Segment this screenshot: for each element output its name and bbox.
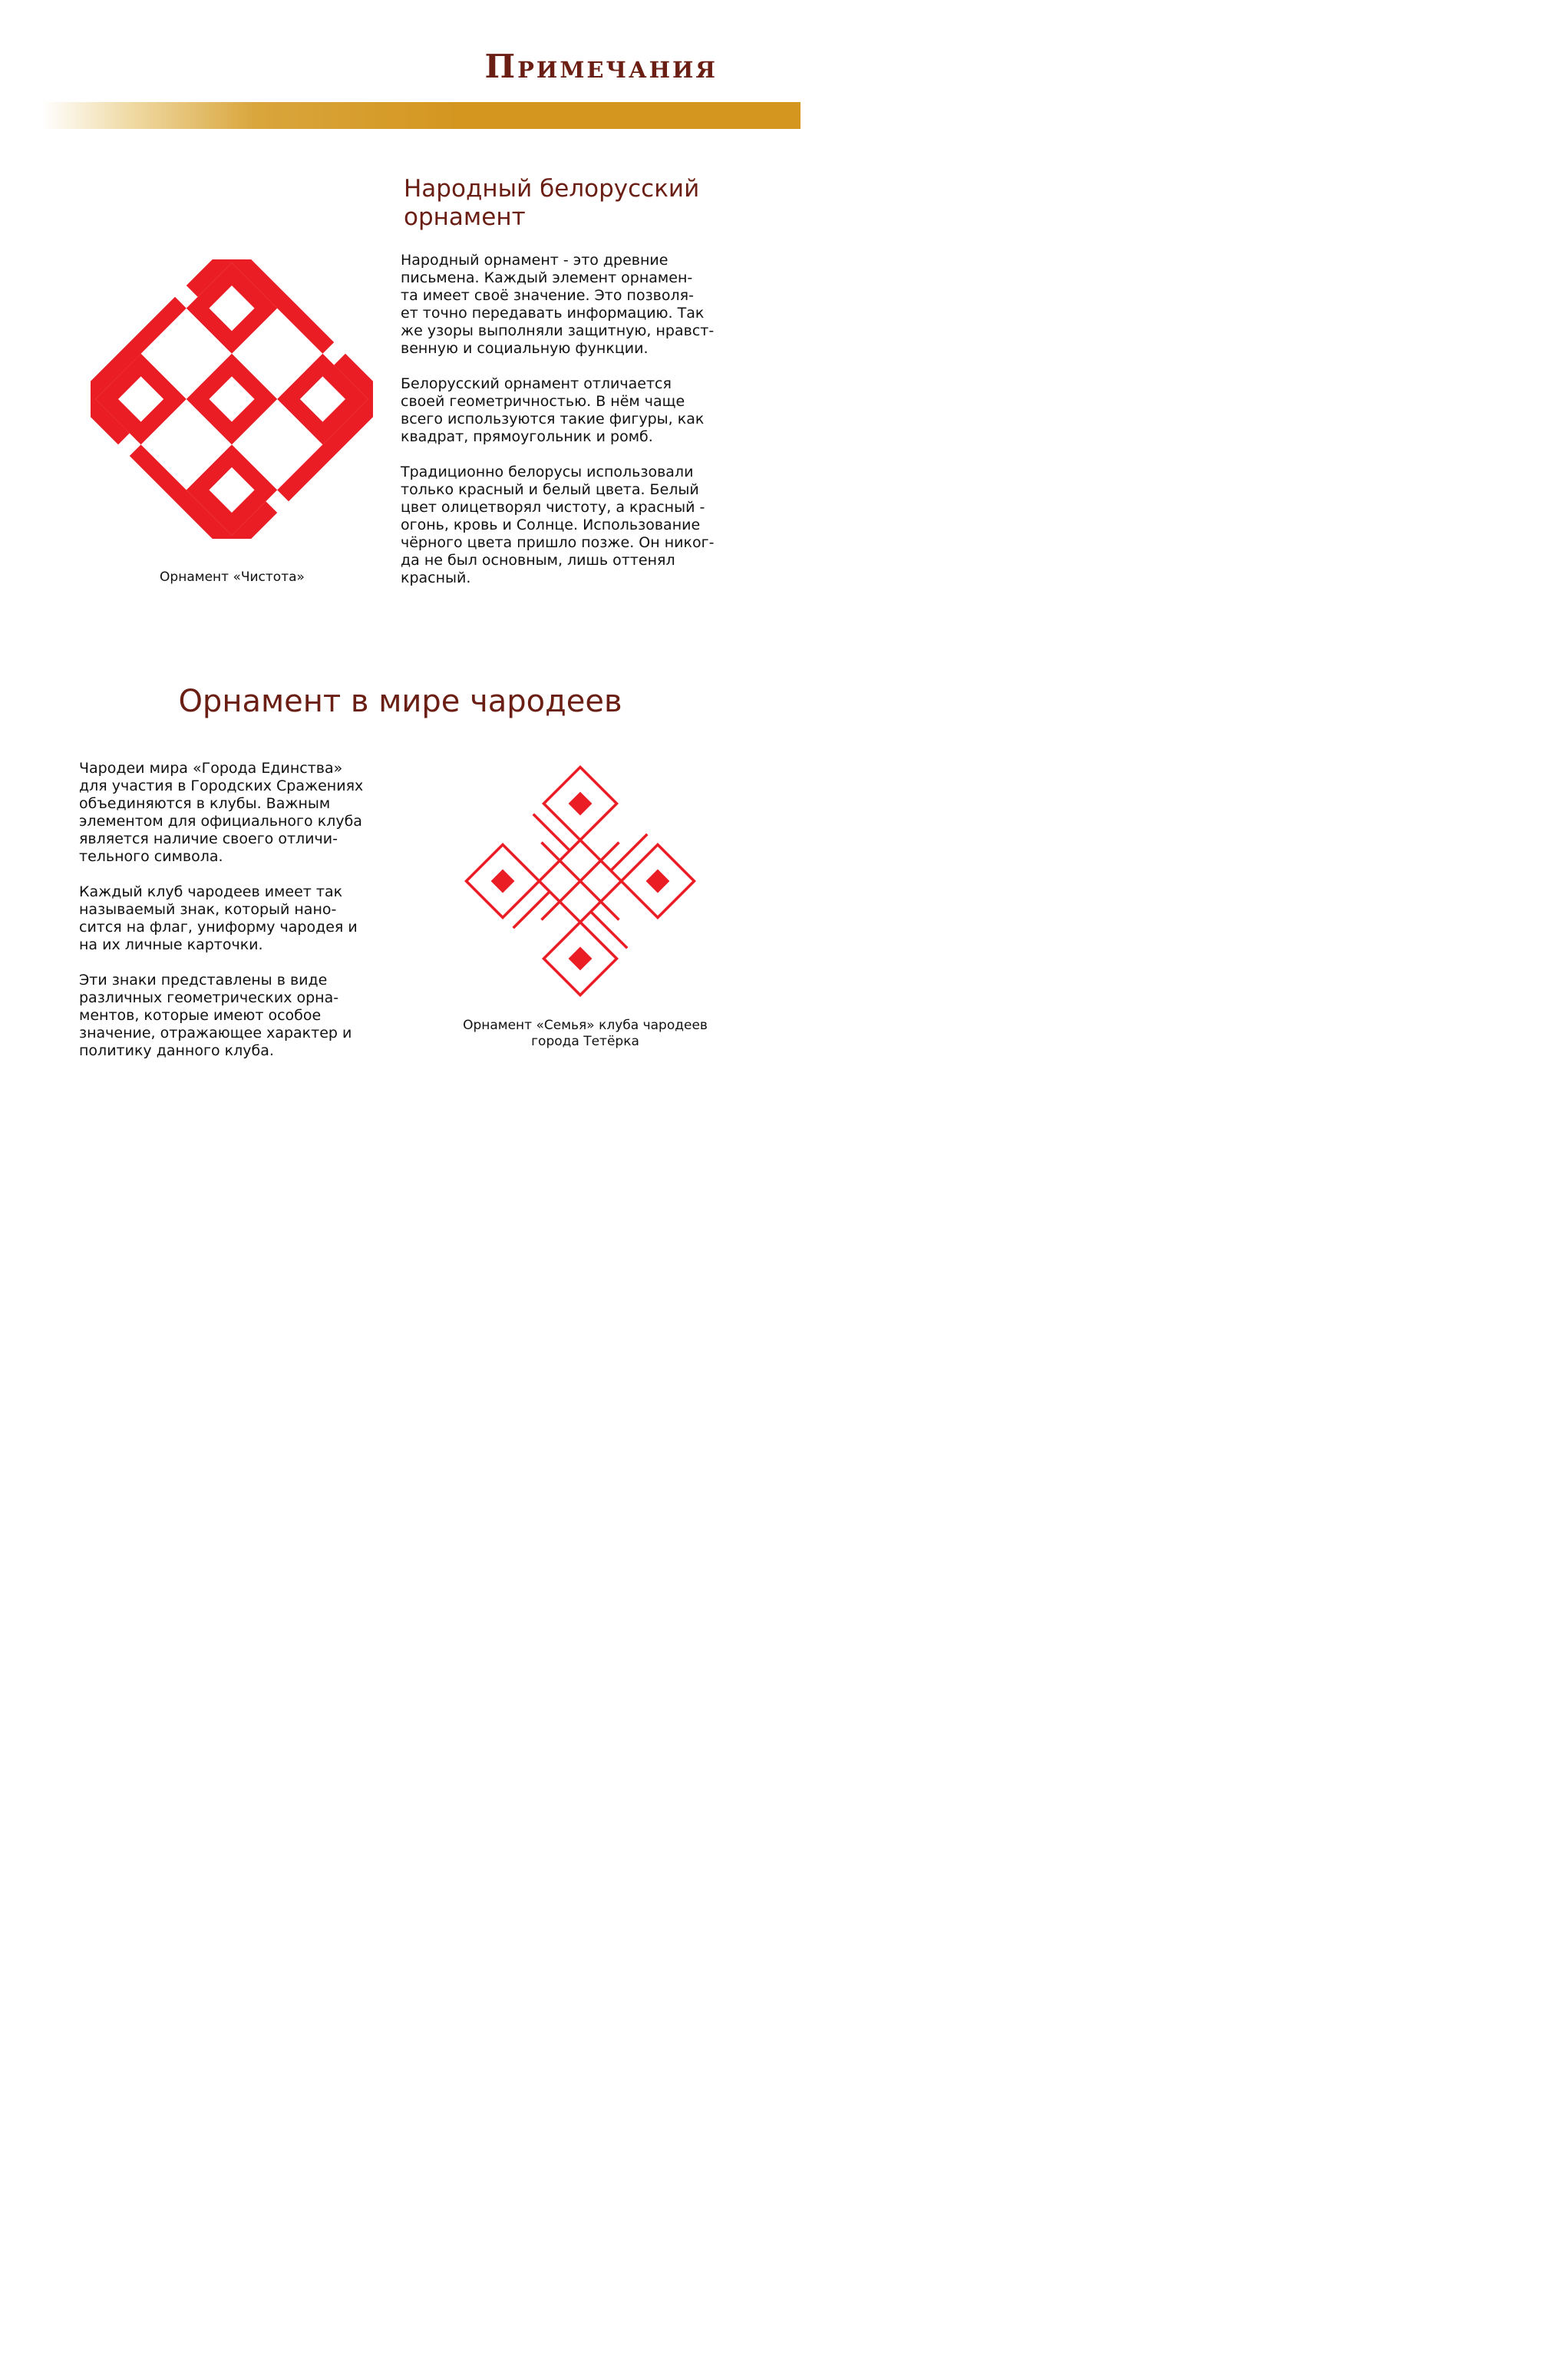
- paragraph: [79, 972, 401, 1060]
- paragraph: [401, 375, 723, 446]
- paragraph: [401, 252, 723, 358]
- text-line: элементом для официального клуба: [79, 813, 362, 830]
- text-line: значение, отражающее характер и: [79, 1025, 352, 1042]
- text-line: же узоры выполняли защитную, нравст-: [401, 322, 715, 339]
- ornament-grid-line: [513, 892, 550, 929]
- text-line: красный.: [401, 569, 471, 586]
- text-line: политику данного клуба.: [79, 1042, 274, 1059]
- text-line: тельного символа.: [79, 848, 223, 865]
- text-line: различных геометрических орна-: [79, 989, 339, 1006]
- text-line: Народный орнамент - это древние: [401, 252, 668, 269]
- ornament-grid-line: [591, 912, 628, 949]
- text-line: только красный и белый цвета. Белый: [401, 481, 699, 498]
- ornament-grid-line: [611, 834, 648, 871]
- text-line: цвет олицетворял чистоту, а красный -: [401, 499, 705, 516]
- ornament-filled-square: [569, 792, 593, 816]
- text-line: та имеет своё значение. Это позволя-: [401, 287, 694, 304]
- text-line: Белорусский орнамент отличается: [401, 375, 672, 392]
- ornament-filled-square: [491, 870, 515, 893]
- text-line: сится на флаг, униформу чародея и: [79, 919, 358, 936]
- section-heading-belarusian-ornament: [404, 175, 741, 232]
- chistota-ornament-icon: [91, 259, 373, 539]
- paragraph: [79, 760, 401, 866]
- semya-caption: [430, 1018, 741, 1050]
- text-line: на их личные карточки.: [79, 936, 263, 953]
- text-line: Каждый клуб чародеев имеет так: [79, 883, 343, 900]
- paragraph: [79, 883, 401, 954]
- page-header-title: Примечания: [484, 48, 718, 85]
- text-line: Традиционно белорусы использовали: [401, 464, 694, 480]
- section1-text: [401, 252, 723, 605]
- text-line: своей геометричностью. В нём чаще: [401, 393, 685, 410]
- text-line: венную и социальную функции.: [401, 340, 649, 357]
- chistota-caption: Орнамент «Чистота»: [160, 569, 305, 585]
- section2-text: [79, 760, 401, 1078]
- gold-header-band: [42, 102, 801, 129]
- text-line: называемый знак, который нано-: [79, 901, 337, 918]
- text-line: чёрного цвета пришло позже. Он никог-: [401, 534, 715, 551]
- caption-line: города Тетёрка: [531, 1034, 639, 1049]
- ornament-square-center: [187, 354, 277, 444]
- text-line: Чародеи мира «Города Единства»: [79, 760, 343, 777]
- text-line: является наличие своего отличи-: [79, 830, 338, 847]
- semya-ornament-icon: [456, 758, 705, 1004]
- paragraph: [401, 464, 723, 587]
- text-line: огонь, кровь и Солнце. Использование: [401, 517, 701, 533]
- text-line: ментов, которые имеют особое: [79, 1007, 322, 1024]
- heading-line: орнамент: [404, 203, 526, 231]
- text-line: да не был основным, лишь оттенял: [401, 552, 675, 569]
- text-line: письмена. Каждый элемент орнамен-: [401, 269, 693, 286]
- ornament-grid-line: [533, 814, 570, 851]
- heading-line: Народный белорусский: [404, 175, 700, 203]
- ornament-filled-square: [569, 947, 593, 971]
- caption-line: Орнамент «Семья» клуба чародеев: [463, 1018, 708, 1033]
- text-line: ет точно передавать информацию. Так: [401, 305, 705, 322]
- text-line: всего используются такие фигуры, как: [401, 411, 705, 427]
- text-line: Эти знаки представлены в виде: [79, 972, 328, 989]
- text-line: для участия в Городских Сражениях: [79, 777, 364, 794]
- section-heading-sorcerers-ornament: Орнамент в мире чародеев: [178, 684, 622, 719]
- ornament-filled-square: [646, 870, 670, 893]
- text-line: квадрат, прямоугольник и ромб.: [401, 428, 653, 445]
- text-line: объединяются в клубы. Важным: [79, 795, 331, 812]
